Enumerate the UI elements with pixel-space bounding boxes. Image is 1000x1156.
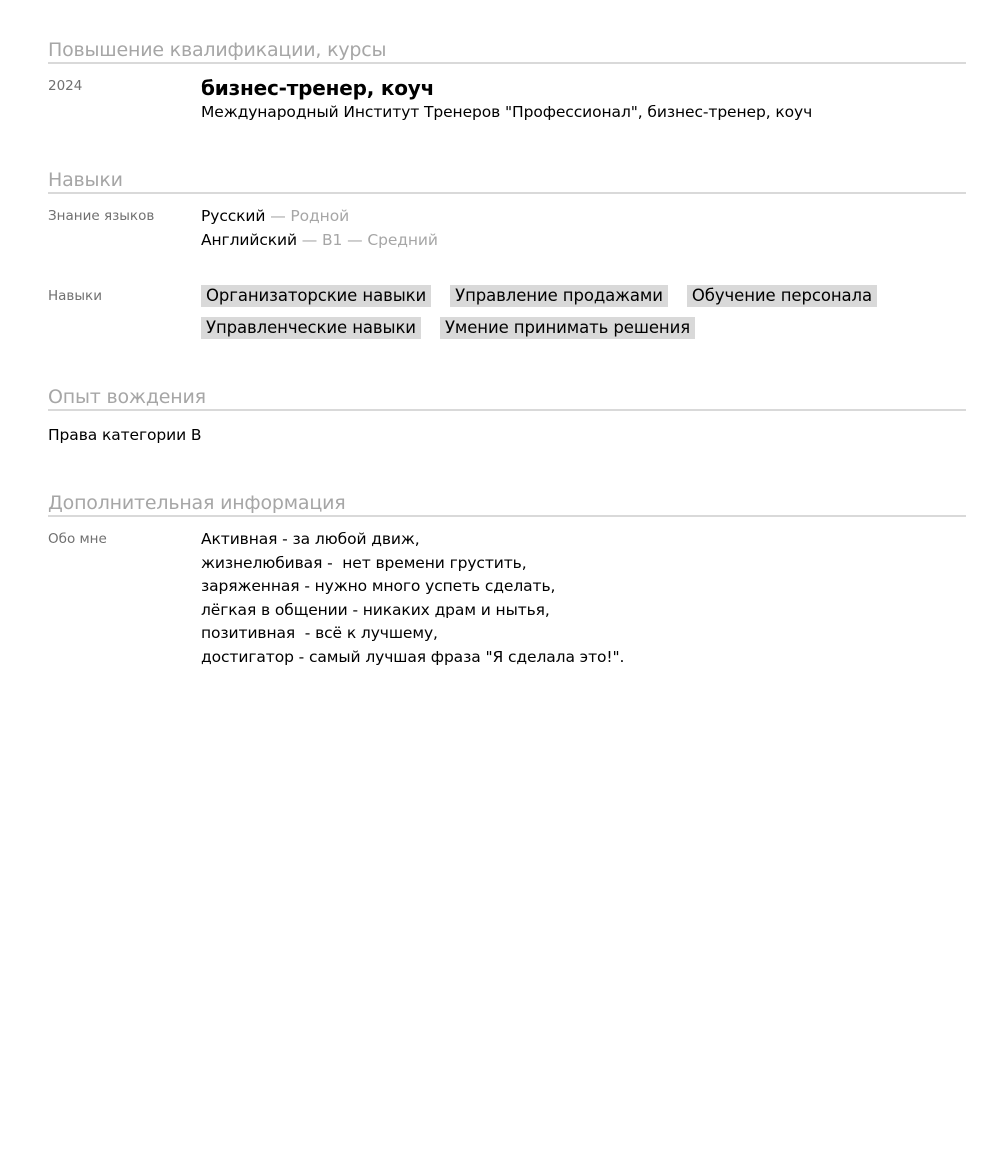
courses-section [48,38,966,123]
course-organization: Международный Институт Тренеров "Профессионал", бизнес-тренер, коуч [201,103,813,121]
about-label: Обо мне [48,531,107,547]
skill-tags [201,285,921,339]
about-line: жизнелюбивая - нет времени грустить, [201,553,527,572]
language-item [201,205,966,229]
driving-section-title: Опыт вождения [48,385,966,411]
skill-tag: Управление продажами [450,285,668,307]
course-year: 2024 [48,78,83,94]
skills-label: Навыки [48,288,102,304]
about-line: достигатор - самый лучшая фраза "Я сделала это!". [201,647,625,666]
language-item [201,229,966,253]
skill-tag: Организаторские навыки [201,285,431,307]
course-title: бизнес-тренер, коуч [201,76,435,100]
language-name: Русский [201,207,266,225]
about-line: позитивная - всё к лучшему, [201,624,438,642]
skills-section-title: Навыки [48,168,966,194]
languages-label: Знание языков [48,208,155,224]
courses-section-title: Повышение квалификации, курсы [48,38,966,64]
course-item [48,75,966,123]
extra-info-section [48,491,966,669]
skill-tag: Умение принимать решения [440,317,695,339]
driving-license: Права категории B [48,426,202,444]
language-name: Английский [201,230,297,249]
language-level: — B1 — Средний [296,230,438,249]
about-line: лёгкая в общении - никаких драм и нытья, [201,600,550,619]
extra-info-section-title: Дополнительная информация [48,491,966,517]
driving-section [48,385,966,446]
language-level: — Родной [265,207,350,225]
about-line: заряженная - нужно много успеть сделать, [201,577,556,595]
about-row [48,528,966,669]
skills-row [48,285,966,339]
about-line: Активная - за любой движ, [201,530,420,548]
skill-tag: Управленческие навыки [201,317,421,339]
skills-section [48,168,966,339]
skill-tag: Обучение персонала [687,285,877,307]
languages-row [48,205,966,252]
